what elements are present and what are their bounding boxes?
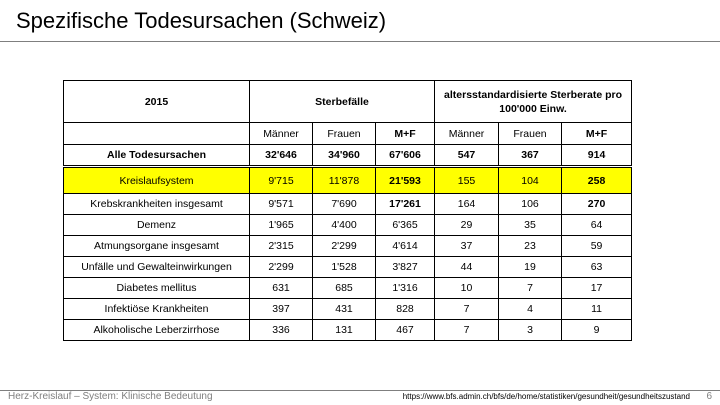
- cell-value: 7'690: [313, 194, 376, 215]
- cell-value: 59: [562, 236, 632, 257]
- header-sub-rate-mf: M+F: [562, 123, 632, 145]
- cell-value: 29: [435, 215, 499, 236]
- cell-value: 63: [562, 257, 632, 278]
- cell-value: 1'528: [313, 257, 376, 278]
- cell-value: 6'365: [376, 215, 435, 236]
- table-row: [64, 299, 632, 320]
- cell-value: 2'315: [250, 236, 313, 257]
- cell-value: 1'965: [250, 215, 313, 236]
- table-row: [64, 194, 632, 215]
- cell-value: 7: [499, 278, 562, 299]
- cell-value: 37: [435, 236, 499, 257]
- cell-value: 11'878: [313, 167, 376, 194]
- cell-value: 914: [562, 145, 632, 167]
- cell-value: 336: [250, 320, 313, 341]
- source-url: https://www.bfs.admin.ch/bfs/de/home/statistiken/gesundheit/gesundheitszustand: [402, 392, 690, 401]
- header-sterberate: altersstandardisierte Sterberate pro 100'000 Einw.: [435, 81, 632, 123]
- cell-value: 67'606: [376, 145, 435, 167]
- cell-value: 367: [499, 145, 562, 167]
- table-row: [64, 278, 632, 299]
- page-number: 6: [706, 391, 712, 402]
- cell-value: 64: [562, 215, 632, 236]
- header-sub-rate-frauen: Frauen: [499, 123, 562, 145]
- cell-value: 258: [562, 167, 632, 194]
- death-causes-table: [63, 80, 632, 341]
- header-year: 2015: [64, 81, 250, 123]
- row-label: Krebskrankheiten insgesamt: [64, 194, 250, 215]
- header-row-main: [64, 81, 632, 123]
- cell-value: 19: [499, 257, 562, 278]
- cell-value: 155: [435, 167, 499, 194]
- cell-value: 631: [250, 278, 313, 299]
- cell-value: 4'614: [376, 236, 435, 257]
- row-label: Alle Todesursachen: [64, 145, 250, 167]
- cell-value: 17'261: [376, 194, 435, 215]
- cell-value: 9'715: [250, 167, 313, 194]
- table-row: [64, 236, 632, 257]
- row-label: Atmungsorgane insgesamt: [64, 236, 250, 257]
- cell-value: 104: [499, 167, 562, 194]
- cell-value: 828: [376, 299, 435, 320]
- cell-value: 131: [313, 320, 376, 341]
- cell-value: 21'593: [376, 167, 435, 194]
- cell-value: 2'299: [313, 236, 376, 257]
- cell-value: 11: [562, 299, 632, 320]
- cell-value: 17: [562, 278, 632, 299]
- slide-title: Spezifische Todesursachen (Schweiz): [16, 8, 387, 33]
- header-sub-mf: M+F: [376, 123, 435, 145]
- cell-value: 164: [435, 194, 499, 215]
- table-row-highlighted: [64, 167, 632, 194]
- cell-value: 10: [435, 278, 499, 299]
- cell-value: 106: [499, 194, 562, 215]
- table-row: [64, 215, 632, 236]
- table-row: [64, 257, 632, 278]
- row-label: Diabetes mellitus: [64, 278, 250, 299]
- table-row: [64, 320, 632, 341]
- cell-value: 1'316: [376, 278, 435, 299]
- cell-value: 547: [435, 145, 499, 167]
- cell-value: 4: [499, 299, 562, 320]
- header-row-sub: [64, 123, 632, 145]
- cell-value: 467: [376, 320, 435, 341]
- cell-value: 2'299: [250, 257, 313, 278]
- cell-value: 270: [562, 194, 632, 215]
- cell-value: 7: [435, 320, 499, 341]
- row-label: Unfälle und Gewalteinwirkungen: [64, 257, 250, 278]
- cell-value: 397: [250, 299, 313, 320]
- header-sub-frauen: Frauen: [313, 123, 376, 145]
- cell-value: 9: [562, 320, 632, 341]
- table-row-total: [64, 145, 632, 167]
- row-label: Kreislaufsystem: [64, 167, 250, 194]
- cell-value: 9'571: [250, 194, 313, 215]
- title-divider: [0, 41, 720, 42]
- footer-caption: Herz-Kreislauf – System: Klinische Bedeutung: [8, 391, 213, 402]
- cell-value: 431: [313, 299, 376, 320]
- cell-value: 685: [313, 278, 376, 299]
- cell-value: 35: [499, 215, 562, 236]
- cell-value: 34'960: [313, 145, 376, 167]
- cell-value: 3'827: [376, 257, 435, 278]
- row-label: Demenz: [64, 215, 250, 236]
- cell-value: 23: [499, 236, 562, 257]
- cell-value: 7: [435, 299, 499, 320]
- cell-value: 4'400: [313, 215, 376, 236]
- header-sub-empty: [64, 123, 250, 145]
- cell-value: 3: [499, 320, 562, 341]
- cell-value: 32'646: [250, 145, 313, 167]
- header-sub-maenner: Männer: [250, 123, 313, 145]
- row-label: Alkoholische Leberzirrhose: [64, 320, 250, 341]
- header-sterbefaelle: Sterbefälle: [250, 81, 435, 123]
- row-label: Infektiöse Krankheiten: [64, 299, 250, 320]
- header-sub-rate-maenner: Männer: [435, 123, 499, 145]
- cell-value: 44: [435, 257, 499, 278]
